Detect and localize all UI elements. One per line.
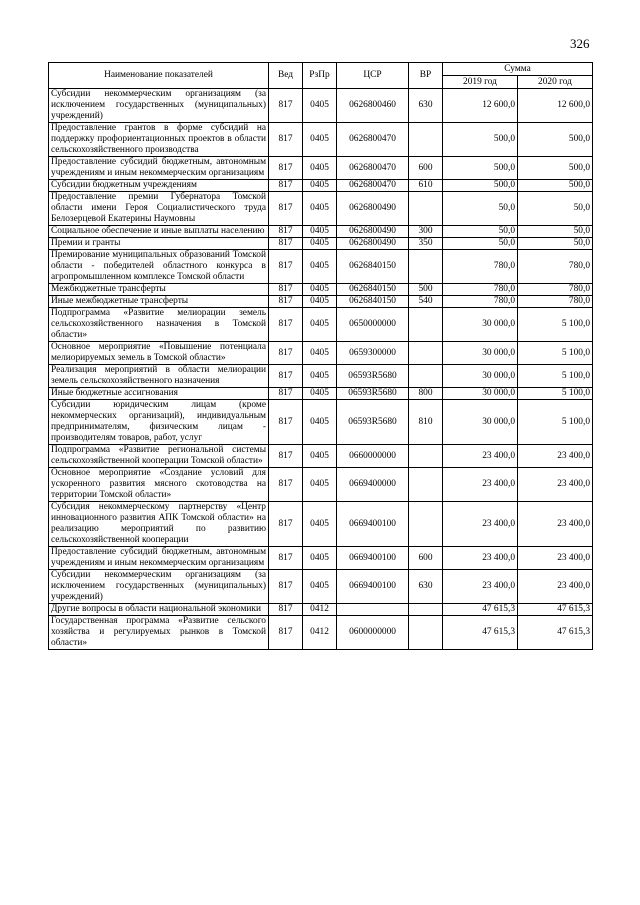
cell-vr: 630 xyxy=(409,570,443,604)
cell-y2019: 500,0 xyxy=(443,180,518,192)
cell-y2020: 23 400,0 xyxy=(518,502,593,547)
cell-name: Другие вопросы в области национальной экономики xyxy=(49,604,269,616)
cell-vr: 350 xyxy=(409,238,443,250)
cell-vr: 500 xyxy=(409,284,443,296)
cell-y2020: 5 100,0 xyxy=(518,308,593,342)
cell-rzpr: 0405 xyxy=(303,468,337,502)
budget-table xyxy=(48,62,593,650)
cell-ved: 817 xyxy=(269,192,303,226)
cell-y2019: 23 400,0 xyxy=(443,547,518,570)
table-row xyxy=(49,468,593,502)
cell-y2020: 23 400,0 xyxy=(518,468,593,502)
cell-csr: 0626840150 xyxy=(337,250,409,284)
cell-y2019: 780,0 xyxy=(443,284,518,296)
cell-vr xyxy=(409,192,443,226)
cell-csr: 0626800490 xyxy=(337,226,409,238)
table-row xyxy=(49,296,593,308)
cell-vr: 630 xyxy=(409,89,443,123)
cell-y2019: 500,0 xyxy=(443,123,518,157)
table-row xyxy=(49,123,593,157)
header-2019: 2019 год xyxy=(443,76,518,89)
cell-rzpr: 0405 xyxy=(303,284,337,296)
cell-name: Предоставление субсидий бюджетным, автономным учреждениям и иным некоммерческим организациям xyxy=(49,547,269,570)
cell-csr: 0626800470 xyxy=(337,180,409,192)
cell-ved: 817 xyxy=(269,296,303,308)
cell-y2019: 500,0 xyxy=(443,157,518,180)
cell-ved: 817 xyxy=(269,238,303,250)
cell-y2019: 50,0 xyxy=(443,238,518,250)
cell-name: Субсидии бюджетным учреждениям xyxy=(49,180,269,192)
cell-csr xyxy=(337,604,409,616)
cell-csr: 06593R5680 xyxy=(337,365,409,388)
cell-ved: 817 xyxy=(269,400,303,445)
cell-name: Основное мероприятие «Повышение потенциала мелиорируемых земель в Томской области» xyxy=(49,342,269,365)
cell-csr: 06593R5680 xyxy=(337,400,409,445)
cell-y2020: 5 100,0 xyxy=(518,365,593,388)
cell-y2019: 30 000,0 xyxy=(443,400,518,445)
cell-csr: 06593R5680 xyxy=(337,388,409,400)
cell-name: Премии и гранты xyxy=(49,238,269,250)
cell-rzpr: 0405 xyxy=(303,157,337,180)
cell-y2020: 500,0 xyxy=(518,123,593,157)
cell-rzpr: 0405 xyxy=(303,502,337,547)
cell-rzpr: 0405 xyxy=(303,123,337,157)
cell-csr: 0669400100 xyxy=(337,547,409,570)
cell-y2019: 30 000,0 xyxy=(443,365,518,388)
table-header-row xyxy=(49,63,593,76)
cell-rzpr: 0405 xyxy=(303,342,337,365)
cell-csr: 0600000000 xyxy=(337,616,409,650)
cell-rzpr: 0405 xyxy=(303,308,337,342)
cell-y2020: 5 100,0 xyxy=(518,342,593,365)
cell-ved: 817 xyxy=(269,123,303,157)
cell-name: Субсидии некоммерческим организациям (за исключением государственных (муниципальных) учреждений) xyxy=(49,570,269,604)
cell-csr: 0626840150 xyxy=(337,296,409,308)
cell-name: Основное мероприятие «Создание условий для ускоренного развития мясного скотоводства на территории Томской области» xyxy=(49,468,269,502)
cell-y2019: 23 400,0 xyxy=(443,445,518,468)
cell-vr xyxy=(409,445,443,468)
cell-y2019: 30 000,0 xyxy=(443,388,518,400)
table-row xyxy=(49,502,593,547)
header-csr: ЦСР xyxy=(337,63,409,89)
table-row xyxy=(49,238,593,250)
cell-y2019: 47 615,3 xyxy=(443,604,518,616)
cell-y2020: 780,0 xyxy=(518,250,593,284)
table-row xyxy=(49,388,593,400)
cell-y2020: 23 400,0 xyxy=(518,547,593,570)
header-2020: 2020 год xyxy=(518,76,593,89)
cell-ved: 817 xyxy=(269,502,303,547)
cell-csr: 0669400000 xyxy=(337,468,409,502)
cell-vr xyxy=(409,123,443,157)
table-row xyxy=(49,192,593,226)
cell-ved: 817 xyxy=(269,250,303,284)
cell-rzpr: 0412 xyxy=(303,604,337,616)
cell-ved: 817 xyxy=(269,570,303,604)
cell-y2019: 23 400,0 xyxy=(443,502,518,547)
cell-ved: 817 xyxy=(269,226,303,238)
cell-y2020: 12 600,0 xyxy=(518,89,593,123)
cell-rzpr: 0412 xyxy=(303,616,337,650)
cell-rzpr: 0405 xyxy=(303,180,337,192)
cell-y2020: 50,0 xyxy=(518,238,593,250)
cell-y2020: 23 400,0 xyxy=(518,570,593,604)
header-sum: Сумма xyxy=(443,63,593,76)
cell-y2020: 23 400,0 xyxy=(518,445,593,468)
cell-ved: 817 xyxy=(269,89,303,123)
cell-ved: 817 xyxy=(269,604,303,616)
cell-rzpr: 0405 xyxy=(303,238,337,250)
table-row xyxy=(49,180,593,192)
cell-y2019: 47 615,3 xyxy=(443,616,518,650)
cell-name: Субсидии юридическим лицам (кроме некоммерческих организаций), индивидуальным предпринимателям, физическим лицам - производителям товаров, работ, услуг xyxy=(49,400,269,445)
table-row xyxy=(49,226,593,238)
table-row xyxy=(49,250,593,284)
cell-y2019: 780,0 xyxy=(443,250,518,284)
cell-name: Подпрограмма «Развитие региональной системы сельскохозяйственной кооперации Томской области» xyxy=(49,445,269,468)
table-row xyxy=(49,400,593,445)
cell-name: Субсидия некоммерческому партнерству «Центр инновационного развития АПК Томской области» на реализацию мероприятий по развитию сельскохозяйственной кооперации xyxy=(49,502,269,547)
cell-rzpr: 0405 xyxy=(303,570,337,604)
cell-y2020: 50,0 xyxy=(518,192,593,226)
cell-y2020: 5 100,0 xyxy=(518,400,593,445)
cell-name: Реализация мероприятий в области мелиорации земель сельскохозяйственного назначения xyxy=(49,365,269,388)
cell-csr: 0669400100 xyxy=(337,502,409,547)
cell-ved: 817 xyxy=(269,157,303,180)
cell-name: Государственная программа «Развитие сельского хозяйства и регулируемых рынков в Томской области» xyxy=(49,616,269,650)
cell-csr: 0660000000 xyxy=(337,445,409,468)
table-row xyxy=(49,570,593,604)
header-rzpr: РзПр xyxy=(303,63,337,89)
cell-csr: 0626800460 xyxy=(337,89,409,123)
cell-y2020: 780,0 xyxy=(518,284,593,296)
table-row xyxy=(49,342,593,365)
cell-rzpr: 0405 xyxy=(303,192,337,226)
cell-rzpr: 0405 xyxy=(303,365,337,388)
cell-ved: 817 xyxy=(269,365,303,388)
table-row xyxy=(49,365,593,388)
cell-y2020: 500,0 xyxy=(518,180,593,192)
cell-csr: 0659300000 xyxy=(337,342,409,365)
cell-ved: 817 xyxy=(269,284,303,296)
cell-vr: 600 xyxy=(409,157,443,180)
table-body xyxy=(49,89,593,650)
cell-y2019: 30 000,0 xyxy=(443,308,518,342)
cell-vr xyxy=(409,616,443,650)
header-vr: ВР xyxy=(409,63,443,89)
cell-ved: 817 xyxy=(269,468,303,502)
cell-ved: 817 xyxy=(269,308,303,342)
cell-vr: 810 xyxy=(409,400,443,445)
cell-csr: 0626800470 xyxy=(337,157,409,180)
cell-vr xyxy=(409,604,443,616)
cell-ved: 817 xyxy=(269,180,303,192)
table-row xyxy=(49,157,593,180)
table-row xyxy=(49,89,593,123)
cell-vr xyxy=(409,468,443,502)
cell-name: Предоставление премии Губернатора Томской области имени Героя Социалистического труда Белозерцевой Екатерины Наумовны xyxy=(49,192,269,226)
cell-rzpr: 0405 xyxy=(303,226,337,238)
table-row xyxy=(49,547,593,570)
cell-vr: 800 xyxy=(409,388,443,400)
page-number: 326 xyxy=(570,36,590,51)
cell-vr xyxy=(409,308,443,342)
cell-y2019: 780,0 xyxy=(443,296,518,308)
cell-name: Социальное обеспечение и иные выплаты населению xyxy=(49,226,269,238)
cell-ved: 817 xyxy=(269,342,303,365)
cell-vr xyxy=(409,342,443,365)
cell-y2020: 500,0 xyxy=(518,157,593,180)
cell-rzpr: 0405 xyxy=(303,400,337,445)
cell-y2020: 47 615,3 xyxy=(518,616,593,650)
cell-name: Межбюджетные трансферты xyxy=(49,284,269,296)
cell-rzpr: 0405 xyxy=(303,89,337,123)
cell-csr: 0626800470 xyxy=(337,123,409,157)
cell-ved: 817 xyxy=(269,445,303,468)
cell-csr: 0626800490 xyxy=(337,192,409,226)
cell-name: Иные межбюджетные трансферты xyxy=(49,296,269,308)
cell-y2019: 50,0 xyxy=(443,226,518,238)
cell-rzpr: 0405 xyxy=(303,388,337,400)
cell-name: Предоставление грантов в форме субсидий на поддержку профориентационных проектов в области сельскохозяйственного производства xyxy=(49,123,269,157)
cell-y2020: 780,0 xyxy=(518,296,593,308)
cell-rzpr: 0405 xyxy=(303,445,337,468)
table-row xyxy=(49,284,593,296)
header-name: Наименование показателей xyxy=(49,63,269,89)
table-row xyxy=(49,308,593,342)
cell-y2019: 12 600,0 xyxy=(443,89,518,123)
cell-csr: 0650000000 xyxy=(337,308,409,342)
cell-csr: 0669400100 xyxy=(337,570,409,604)
table-row xyxy=(49,616,593,650)
cell-vr xyxy=(409,365,443,388)
cell-rzpr: 0405 xyxy=(303,296,337,308)
cell-csr: 0626840150 xyxy=(337,284,409,296)
cell-vr: 300 xyxy=(409,226,443,238)
header-ved: Вед xyxy=(269,63,303,89)
cell-y2020: 50,0 xyxy=(518,226,593,238)
cell-vr xyxy=(409,250,443,284)
cell-name: Премирование муниципальных образований Томской области - победителей областного конкурса в агропромышленном комплексе Томской области xyxy=(49,250,269,284)
cell-vr: 600 xyxy=(409,547,443,570)
cell-y2020: 5 100,0 xyxy=(518,388,593,400)
cell-rzpr: 0405 xyxy=(303,547,337,570)
cell-csr: 0626800490 xyxy=(337,238,409,250)
cell-name: Предоставление субсидий бюджетным, автономным учреждениям и иным некоммерческим организациям xyxy=(49,157,269,180)
table-row xyxy=(49,604,593,616)
cell-y2019: 30 000,0 xyxy=(443,342,518,365)
cell-y2019: 50,0 xyxy=(443,192,518,226)
cell-ved: 817 xyxy=(269,547,303,570)
cell-vr: 540 xyxy=(409,296,443,308)
cell-rzpr: 0405 xyxy=(303,250,337,284)
cell-name: Подпрограмма «Развитие мелиорации земель сельскохозяйственного назначения в Томской области» xyxy=(49,308,269,342)
table-row xyxy=(49,445,593,468)
cell-name: Субсидии некоммерческим организациям (за исключением государственных (муниципальных) учреждений) xyxy=(49,89,269,123)
cell-ved: 817 xyxy=(269,616,303,650)
cell-y2020: 47 615,3 xyxy=(518,604,593,616)
cell-name: Иные бюджетные ассигнования xyxy=(49,388,269,400)
cell-vr xyxy=(409,502,443,547)
cell-ved: 817 xyxy=(269,388,303,400)
cell-y2019: 23 400,0 xyxy=(443,570,518,604)
cell-y2019: 23 400,0 xyxy=(443,468,518,502)
cell-vr: 610 xyxy=(409,180,443,192)
